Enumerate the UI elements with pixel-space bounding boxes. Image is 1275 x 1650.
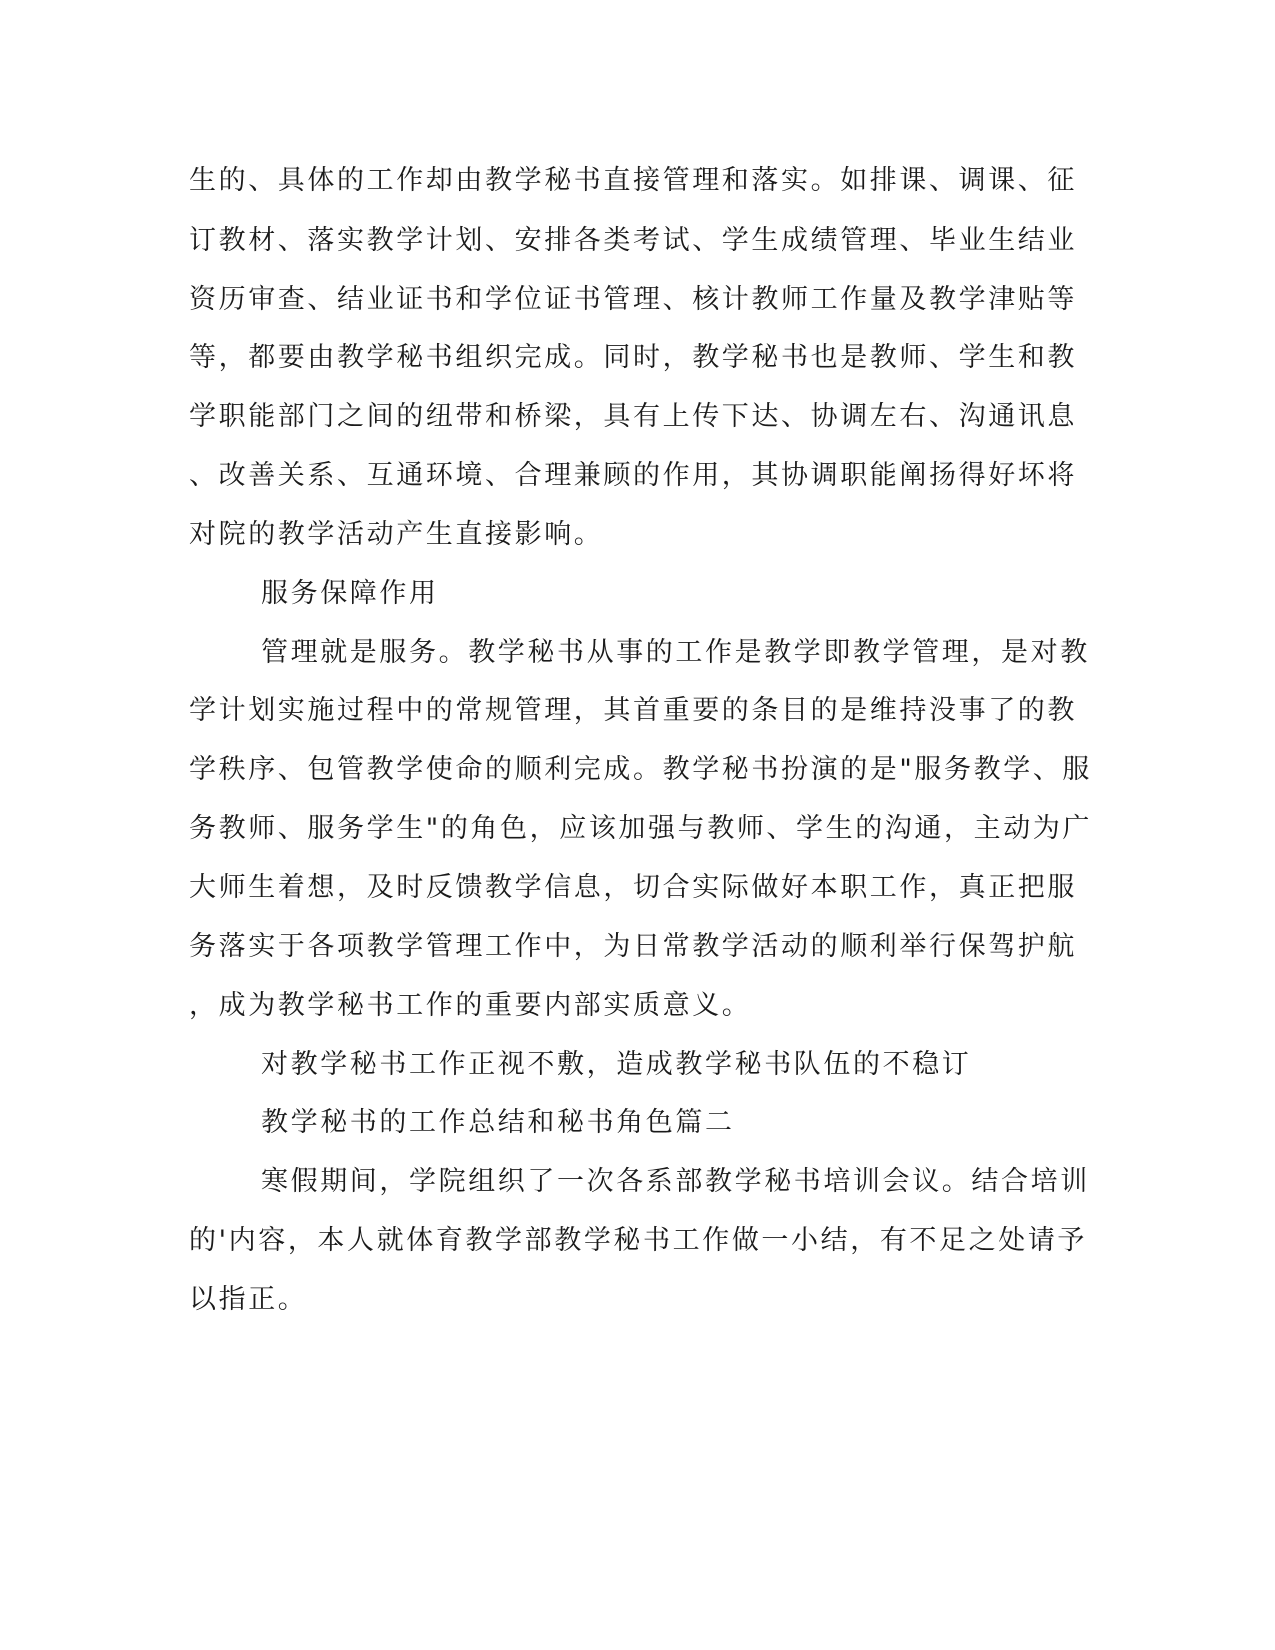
paragraph-line: 资历审查、结业证书和学位证书管理、核计教师工作量及教学津贴等 [189, 284, 1077, 315]
paragraph-line: 管理就是服务。教学秘书从事的工作是教学即教学管理，是对教 [261, 637, 1090, 668]
paragraph-line: 对教学秘书工作正视不敷，造成教学秘书队伍的不稳订 [261, 1049, 972, 1080]
paragraph-line: 以指正。 [189, 1284, 308, 1315]
paragraph-line: 学秩序、包管教学使命的顺利完成。教学秘书扮演的是"服务教学、服 [189, 754, 1093, 785]
paragraph-line: 等，都要由教学秘书组织完成。同时，教学秘书也是教师、学生和教 [189, 342, 1077, 373]
paragraph-line: 对院的教学活动产生直接影响。 [189, 519, 604, 550]
paragraph-line: 学职能部门之间的纽带和桥梁，具有上传下达、协调左右、沟通讯息 [189, 401, 1077, 432]
paragraph-line: 务落实于各项教学管理工作中，为日常教学活动的顺利举行保驾护航 [189, 931, 1077, 962]
paragraph-line: 、改善关系、互通环境、合理兼顾的作用，其协调职能阐扬得好坏将 [189, 460, 1077, 491]
paragraph-line: 大师生着想，及时反馈教学信息，切合实际做好本职工作，真正把服 [189, 872, 1077, 903]
paragraph-line: 务教师、服务学生"的角色，应该加强与教师、学生的沟通，主动为广 [189, 813, 1093, 844]
section-heading: 服务保障作用 [261, 578, 439, 609]
section-heading: 教学秘书的工作总结和秘书角色篇二 [261, 1107, 735, 1138]
paragraph-line: ，成为教学秘书工作的重要内部实质意义。 [189, 990, 752, 1021]
paragraph-line: 寒假期间，学院组织了一次各系部教学秘书培训会议。结合培训 [261, 1166, 1090, 1197]
paragraph-line: 生的、具体的工作却由教学秘书直接管理和落实。如排课、调课、征 [189, 165, 1077, 196]
paragraph-line: 订教材、落实教学计划、安排各类考试、学生成绩管理、毕业生结业 [189, 225, 1077, 256]
paragraph-line: 的'内容，本人就体育教学部教学秘书工作做一小结，有不足之处请予 [189, 1225, 1088, 1256]
paragraph-line: 学计划实施过程中的常规管理，其首重要的条目的是维持没事了的教 [189, 695, 1077, 726]
